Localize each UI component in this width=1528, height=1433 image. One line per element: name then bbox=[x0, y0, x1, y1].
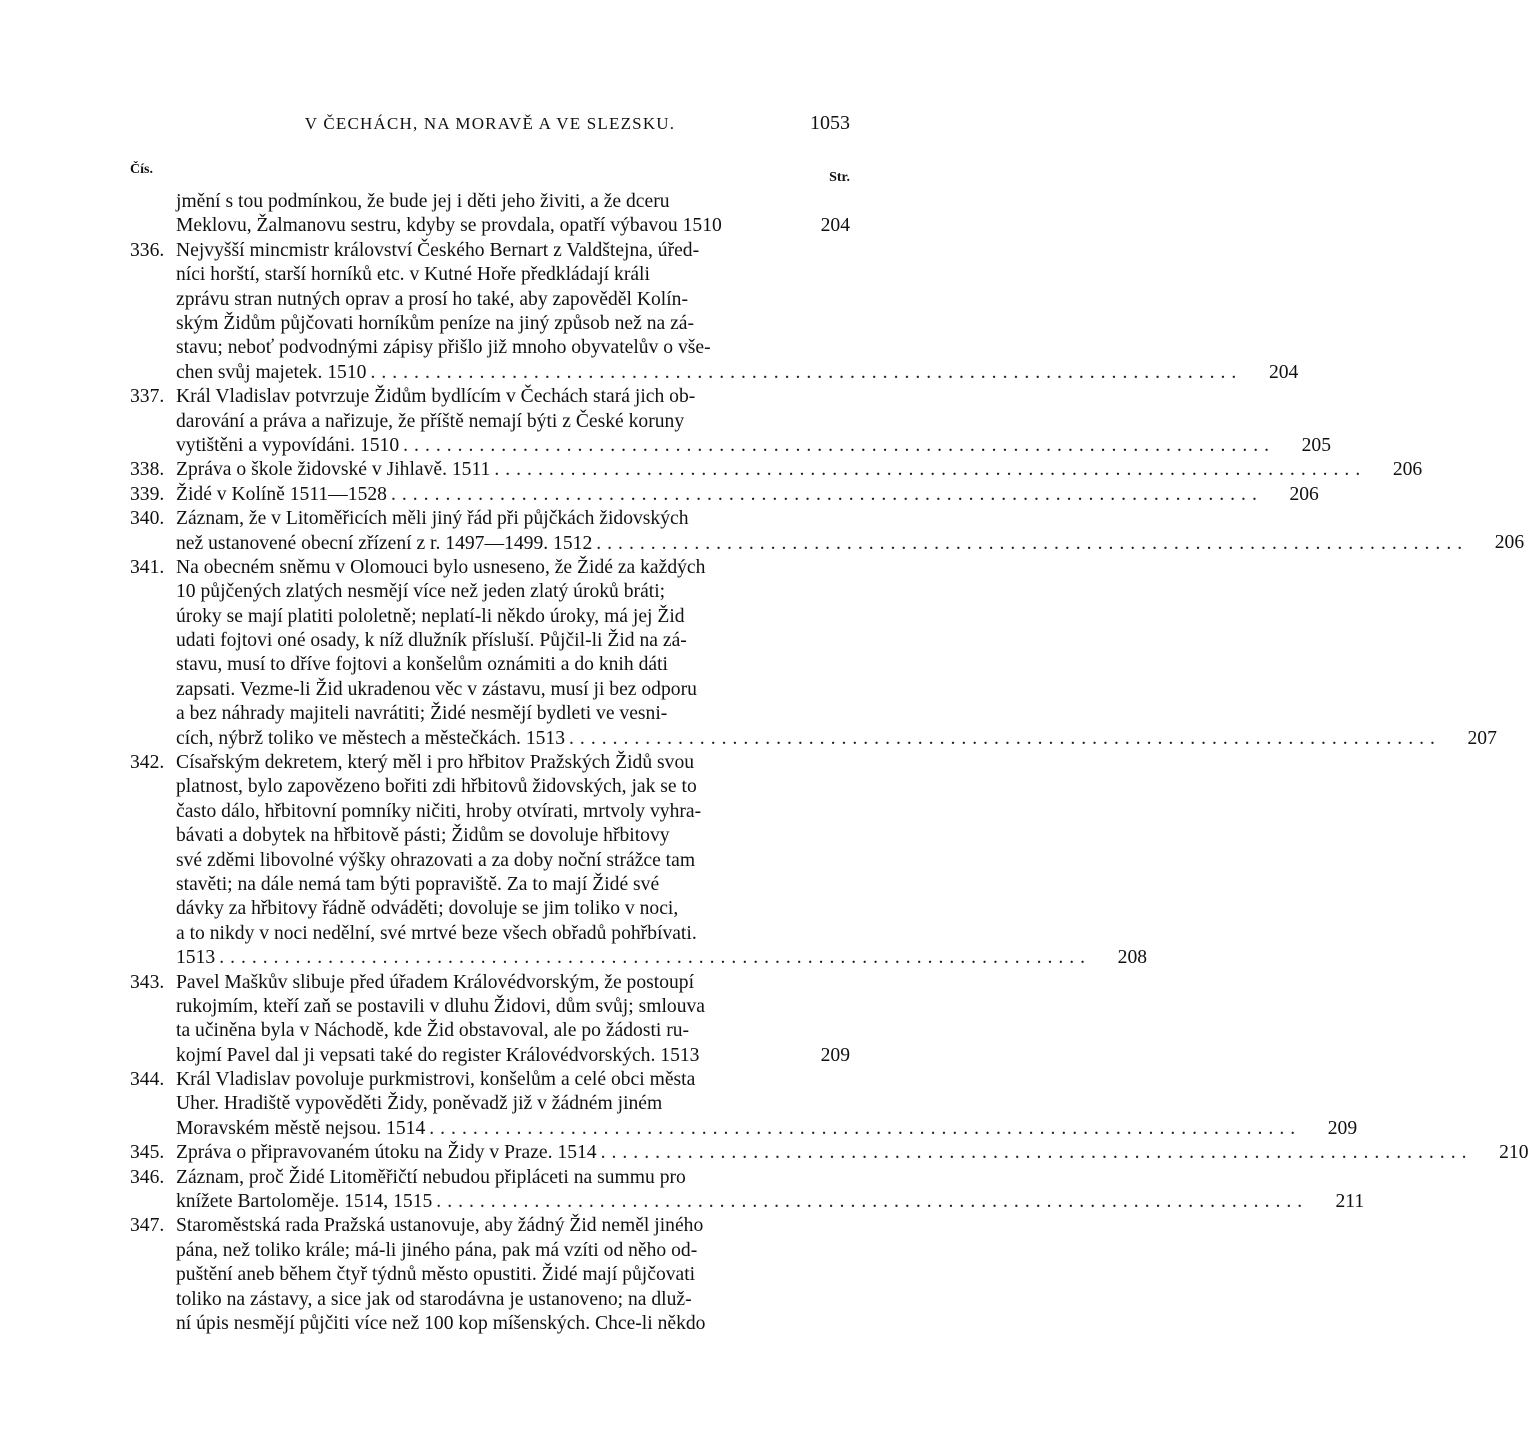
entry-line-text: chen svůj majetek. 1510 bbox=[176, 361, 367, 383]
entry-row bbox=[130, 751, 1148, 971]
entry-line bbox=[176, 1214, 798, 1238]
entry-line-text: níci horští, starší horníků etc. v Kutné Hoře předkládají králi bbox=[176, 264, 650, 286]
entry-text bbox=[176, 971, 798, 1069]
entry-text bbox=[176, 190, 798, 239]
entry-line-text: Král Vladislav potvrzuje Židům bydlícím v Čechách stará jich ob- bbox=[176, 386, 696, 408]
entry-row bbox=[130, 239, 1299, 385]
entry-line-text: Zpráva o škole židovské v Jihlavě. 1511 bbox=[176, 459, 491, 481]
entry-line bbox=[176, 1166, 1312, 1190]
entry-text bbox=[176, 556, 1445, 751]
entry-line-text: své zděmi libovolné výšky ohrazovati a za doby noční strážce tam bbox=[176, 849, 696, 871]
entry-line-text: stavu; neboť podvodnými zápisy přišlo již mnoho obyvatelův o vše- bbox=[176, 337, 711, 359]
entry-line bbox=[176, 1190, 1312, 1214]
entry-line-text: Na obecném sněmu v Olomouci bylo usneseno, že Židé za každých bbox=[176, 556, 706, 578]
entry-line-text: Staroměstská rada Pražská ustanovuje, aby žádný Žid neměl jiného bbox=[176, 1215, 704, 1237]
entry-line bbox=[176, 434, 1279, 458]
entry-line bbox=[176, 922, 1095, 946]
entry-page-ref: 204 bbox=[820, 215, 850, 237]
entry-line bbox=[176, 288, 1246, 312]
leader-dots: ................................................................................ bbox=[370, 361, 1243, 383]
entry-line bbox=[176, 971, 798, 995]
entry-line bbox=[176, 751, 1095, 775]
leader-dots: ................................................................................ bbox=[219, 947, 1092, 969]
page-column-label: Str. bbox=[829, 170, 850, 185]
entry-line bbox=[176, 410, 1279, 434]
entry-line bbox=[176, 190, 798, 214]
entry-line-text: Pavel Maškův slibuje před úřadem Královédvorským, že postoupí bbox=[176, 971, 695, 993]
entry-line-text: Císařským dekretem, který měl i pro hřbitov Pražských Židů svou bbox=[176, 752, 695, 774]
entry-number: 347. bbox=[130, 1215, 165, 1237]
entry-list bbox=[130, 190, 1528, 1336]
entry-line-text: bávati a dobytek na hřbitově pásti; Židům se dovoluje hřbitovy bbox=[176, 825, 670, 847]
entry-text bbox=[176, 385, 1279, 458]
entry-line-text: darování a práva a nařizuje, že příště nemají býti z České koruny bbox=[176, 410, 685, 432]
entry-row bbox=[130, 458, 1423, 482]
entry-line-text: kojmí Pavel dal ji vepsati také do register Královédvorských. 1513 bbox=[176, 1044, 700, 1066]
entry-row bbox=[130, 385, 1332, 458]
entry-number: 338. bbox=[130, 459, 165, 481]
entry-number: 345. bbox=[130, 1142, 165, 1164]
entry-page-ref: 207 bbox=[1467, 727, 1497, 749]
entry-line bbox=[176, 775, 1095, 799]
entry-line-text: Záznam, že v Litoměřicích měli jiný řád při půjčkách židovských bbox=[176, 508, 689, 530]
entry-line-text: 1513 bbox=[176, 947, 216, 969]
leader-dots: ................................................................................ bbox=[390, 483, 1263, 505]
leader-dots: ................................................................................ bbox=[600, 1142, 1473, 1164]
leader-dots: ................................................................................ bbox=[494, 459, 1367, 481]
entry-line bbox=[176, 507, 1472, 531]
entry-line bbox=[176, 1092, 1305, 1116]
entry-line bbox=[176, 1117, 1305, 1141]
entry-line-text: Záznam, proč Židé Litoměřičtí nebudou připláceti na summu pro bbox=[176, 1166, 686, 1188]
entry-row bbox=[130, 1214, 850, 1336]
entry-line bbox=[176, 458, 1370, 482]
entry-line bbox=[176, 800, 1095, 824]
entry-line-text: Uher. Hradiště vypověděti Židy, poněvadž již v žádném jiném bbox=[176, 1093, 663, 1115]
entry-line-text: zprávu stran nutných oprav a prosí ho také, aby zapověděl Kolín- bbox=[176, 288, 688, 310]
entry-line bbox=[176, 385, 1279, 409]
entry-number: 341. bbox=[130, 556, 165, 578]
entry-line bbox=[176, 214, 798, 238]
entry-page-ref: 206 bbox=[1289, 483, 1319, 505]
entry-text bbox=[176, 483, 1267, 507]
running-title: V ČECHÁCH, NA MORAVĚ A VE SLEZSKU. bbox=[304, 114, 676, 133]
entry-line-text: Zpráva o připravovaném útoku na Židy v Praze. 1514 bbox=[176, 1142, 597, 1164]
entry-line-text: Meklovu, Žalmanovu sestru, kdyby se provdala, opatří výbavou 1510 bbox=[176, 215, 722, 237]
entry-line-text: vytištěni a vypovídáni. 1510 bbox=[176, 434, 400, 456]
entry-line-text: Moravském městě nejsou. 1514 bbox=[176, 1117, 426, 1139]
entry-line bbox=[176, 312, 1246, 336]
entry-line bbox=[176, 727, 1445, 751]
entry-line bbox=[176, 873, 1095, 897]
entry-line bbox=[176, 1019, 798, 1043]
entry-line bbox=[176, 1044, 798, 1068]
entry-line bbox=[176, 629, 1445, 653]
entry-line bbox=[176, 1312, 798, 1336]
entry-line-text: zapsati. Vezme-li Žid ukradenou věc v zástavu, musí ji bez odporu bbox=[176, 678, 697, 700]
leader-dots: ................................................................................ bbox=[596, 532, 1469, 554]
entry-line-text: často dálo, hřbitovní pomníky ničiti, hroby otvírati, mrtvoly vyhra- bbox=[176, 800, 702, 822]
entry-line bbox=[176, 995, 798, 1019]
entry-page-ref: 209 bbox=[1327, 1117, 1358, 1139]
entry-line bbox=[176, 1141, 1476, 1165]
entry-text bbox=[176, 239, 1246, 385]
entry-line bbox=[176, 556, 1445, 580]
entry-row bbox=[130, 507, 1525, 556]
entry-line bbox=[176, 532, 1472, 556]
entry-row bbox=[130, 1141, 1528, 1165]
entry-line-text: udati fojtovi oné osady, k níž dlužník přísluší. Půjčil-li Žid na zá- bbox=[176, 630, 687, 652]
entry-row bbox=[130, 1068, 1358, 1141]
entry-line bbox=[176, 678, 1445, 702]
entry-line-text: ským Židům půjčovati horníkům peníze na jiný způsob než na zá- bbox=[176, 312, 695, 334]
entry-line bbox=[176, 1068, 1305, 1092]
entry-line bbox=[176, 361, 1246, 385]
entry-number: 342. bbox=[130, 752, 165, 774]
entry-number: 344. bbox=[130, 1069, 165, 1091]
entry-text bbox=[176, 458, 1370, 482]
entry-line-text: rukojmím, kteří zaň se postavili v dluhu Židovi, dům svůj; smlouva bbox=[176, 995, 705, 1017]
entry-line bbox=[176, 580, 1445, 604]
entry-line-text: stavu, musí to dříve fojtovi a konšelům oznámiti a do knih dáti bbox=[176, 654, 668, 676]
entry-line-text: ta učiněna byla v Náchodě, kde Žid obstavoval, ale po žádosti ru- bbox=[176, 1020, 690, 1042]
entry-line-text: knížete Bartoloměje. 1514, 1515 bbox=[176, 1191, 433, 1213]
entry-text bbox=[176, 1214, 798, 1336]
leader-dots: ................................................................................ bbox=[569, 727, 1441, 749]
entry-line-text: než ustanovené obecní zřízení z r. 1497—1499. 1512 bbox=[176, 532, 593, 554]
entry-text bbox=[176, 507, 1472, 556]
entry-page-ref: 208 bbox=[1117, 947, 1148, 969]
entry-line bbox=[176, 336, 1246, 360]
entry-page-ref: 206 bbox=[1392, 459, 1423, 481]
entry-line bbox=[176, 239, 1246, 263]
page-number: 1053 bbox=[810, 112, 850, 134]
entry-line-text: cích, nýbrž toliko ve městech a městečkách. 1513 bbox=[176, 727, 566, 749]
entry-line bbox=[176, 1239, 798, 1263]
entry-line-text: jmění s tou podmínkou, že bude jej i děti jeho živiti, a že dceru bbox=[176, 191, 670, 212]
entry-line bbox=[176, 483, 1267, 507]
entry-text bbox=[176, 1141, 1476, 1165]
entry-line bbox=[176, 702, 1445, 726]
entry-row bbox=[130, 556, 1497, 751]
entry-line-text: pána, než toliko krále; má-li jiného pána, pak má vzíti od něho od- bbox=[176, 1239, 698, 1261]
entry-line bbox=[176, 849, 1095, 873]
entry-row bbox=[130, 190, 850, 239]
entry-line-text: dávky za hřbitovy řádně odváděti; dovoluje se jim toliko v noci, bbox=[176, 898, 679, 920]
entry-line-text: toliko na zástavy, a sice jak od starodávna je ustanoveno; na dluž- bbox=[176, 1288, 692, 1310]
entry-page-ref: 204 bbox=[1268, 361, 1299, 383]
entry-number: 340. bbox=[130, 508, 165, 530]
entry-page-ref: 211 bbox=[1335, 1191, 1365, 1213]
entry-line-text: úroky se mají platiti pololetně; neplatí-li někdo úroky, má jej Žid bbox=[176, 605, 685, 627]
entry-line-text: Židé v Kolíně 1511—1528 bbox=[176, 483, 387, 505]
entry-number: 339. bbox=[130, 483, 165, 505]
entry-page-ref: 209 bbox=[820, 1044, 850, 1066]
entry-line bbox=[176, 946, 1095, 970]
page-header bbox=[130, 110, 850, 138]
entry-line bbox=[176, 605, 1445, 629]
entry-line-text: stavěti; na dále nemá tam býti popraviště. Za to mají Židé své bbox=[176, 873, 660, 895]
entry-line-text: 10 půjčených zlatých nesmějí více než jeden zlatý úroků bráti; bbox=[176, 581, 666, 603]
number-column-label: Čís. bbox=[130, 162, 153, 177]
entry-number: 336. bbox=[130, 239, 165, 261]
entry-text bbox=[176, 1068, 1305, 1141]
entry-page-ref: 205 bbox=[1301, 434, 1332, 456]
entry-number: 343. bbox=[130, 971, 165, 993]
leader-dots: ................................................................................ bbox=[429, 1117, 1302, 1139]
entry-line bbox=[176, 824, 1095, 848]
entry-line-text: a to nikdy v noci nedělní, své mrtvé beze všech obřadů pohřbívati. bbox=[176, 922, 697, 944]
entry-line bbox=[176, 263, 1246, 287]
entry-line bbox=[176, 1263, 798, 1287]
entry-row bbox=[130, 1166, 1365, 1215]
entry-row bbox=[130, 971, 850, 1069]
entry-line bbox=[176, 653, 1445, 677]
entry-line-text: ní úpis nesmějí půjčiti více než 100 kop míšenských. Chce-li někdo bbox=[176, 1313, 706, 1335]
entry-text bbox=[176, 751, 1095, 971]
leader-dots: ................................................................................ bbox=[436, 1191, 1309, 1213]
entry-line bbox=[176, 1288, 798, 1312]
entry-text bbox=[176, 1166, 1312, 1215]
entry-page-ref: 210 bbox=[1499, 1142, 1528, 1164]
entry-line-text: a bez náhrady majiteli navrátiti; Židé nesmějí bydleti ve vesni- bbox=[176, 703, 668, 725]
entry-line-text: Nejvyšší mincmistr království Českého Bernart z Valdštejna, úřed- bbox=[176, 239, 700, 261]
leader-dots: ................................................................................ bbox=[403, 434, 1276, 456]
entry-line bbox=[176, 897, 1095, 921]
entry-line-text: Král Vladislav povoluje purkmistrovi, konšelům a celé obci města bbox=[176, 1069, 696, 1091]
entry-row bbox=[130, 483, 1319, 507]
entry-line-text: platnost, bylo zapovězeno bořiti zdi hřbitovů židovských, jak se to bbox=[176, 776, 697, 798]
entry-number: 337. bbox=[130, 386, 165, 408]
entry-number: 346. bbox=[130, 1166, 165, 1188]
entry-page-ref: 206 bbox=[1494, 532, 1525, 554]
entry-line-text: puštění aneb během čtyř týdnů město opustiti. Židé mají půjčovati bbox=[176, 1264, 696, 1286]
